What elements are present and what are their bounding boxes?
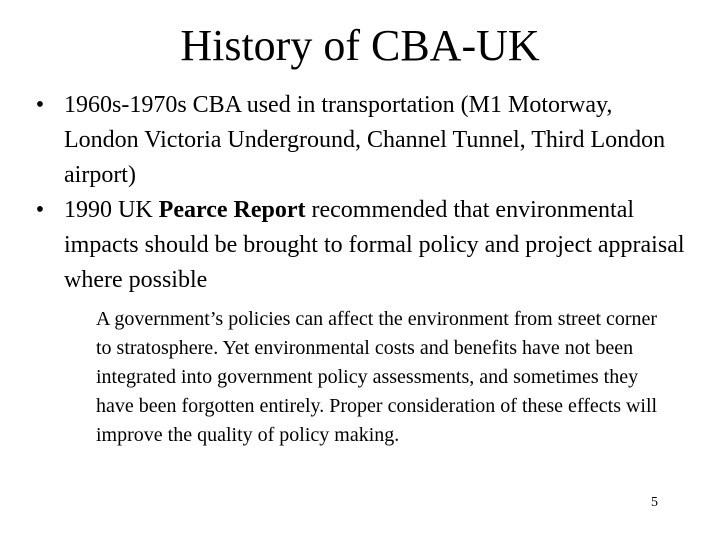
slide-title: History of CBA-UK xyxy=(180,21,540,70)
bullet-text-end: recommended that environmental impacts should be brought to formal policy and project appraisal where possible xyxy=(64,197,685,293)
bullet-text: 1960s-1970s CBA used in transportation (M1 Motorway, London Victoria Underground, Channel Tunnel, Third London airport) xyxy=(64,92,666,188)
bullet-marker: • xyxy=(35,197,45,223)
bullet-item-pearce-report xyxy=(30,193,690,298)
bullet-list xyxy=(30,88,690,298)
page-number: 5 xyxy=(651,495,658,510)
bullet-marker: • xyxy=(35,92,45,118)
bullet-text-start: 1990 UK xyxy=(64,197,159,223)
pearce-report-bold: Pearce Report xyxy=(158,197,306,223)
bullet-item-transportation xyxy=(30,88,690,193)
pearce-report-quote: A government’s policies can affect the environment from street corner to stratosphere. Yet environmental costs and benefits have not been integrated into government policy assessments, and sometimes they have been forgotten entirely. Proper consideration of these effects will improve the quality of policy making. xyxy=(96,308,658,446)
